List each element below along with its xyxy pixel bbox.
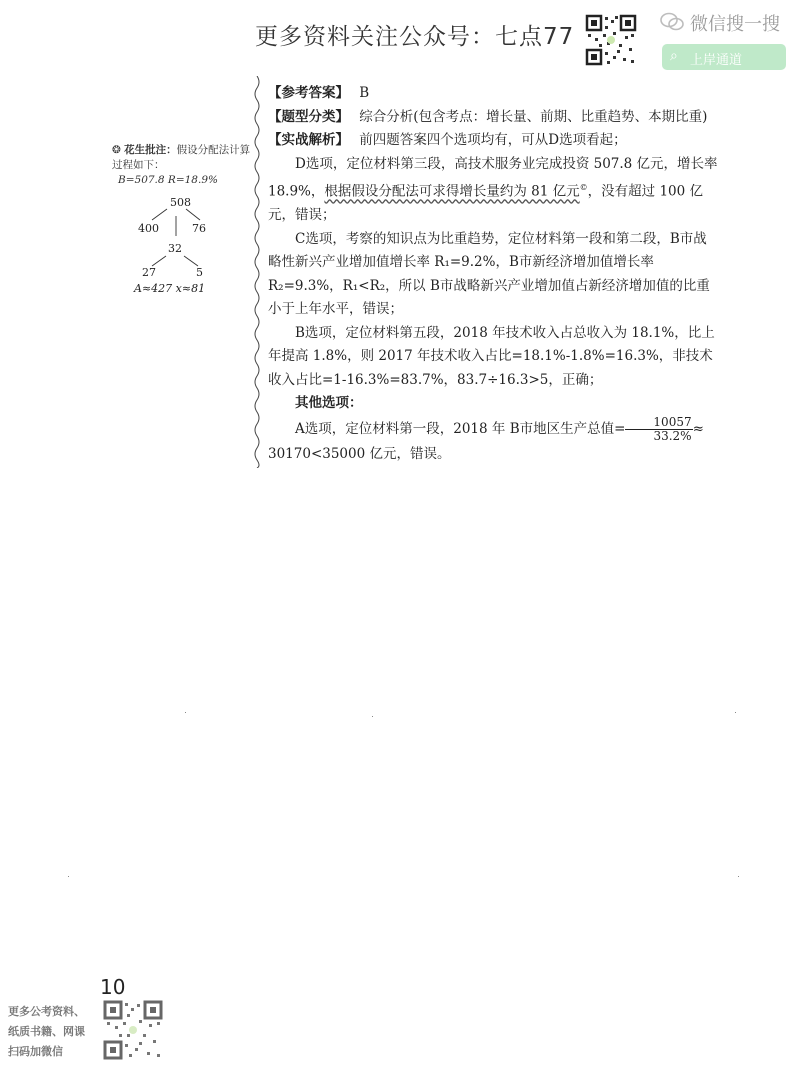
search-shortcut-label: 上岸通道 xyxy=(690,53,743,68)
tree-node: 32 xyxy=(168,242,182,255)
margin-divider xyxy=(252,76,262,468)
annotation-label: 花生批注： xyxy=(124,144,177,156)
search-icon: ⌕ xyxy=(670,48,678,64)
qr-code-bottom xyxy=(103,1000,163,1060)
option-d-text-b: ，没有超过 100 亿元，错误； xyxy=(268,183,704,223)
reference-answer-label: 【参考答案】 xyxy=(268,85,349,101)
fraction-numerator: 10057 xyxy=(625,416,692,430)
reference-answer-value: B xyxy=(359,85,370,101)
wechat-search-icon xyxy=(660,12,684,32)
analysis-label: 【实战解析】 xyxy=(268,132,349,148)
tree-node: 76 xyxy=(192,222,206,235)
option-d-marker: © xyxy=(579,183,588,192)
option-d-wavy-text: 根据假设分配法可求得增长量约为 81 亿元 xyxy=(324,183,580,200)
footer-promo-line: 扫码加微信 xyxy=(8,1045,63,1058)
tree-node: 400 xyxy=(138,222,159,235)
analysis-intro: 前四题答案四个选项均有，可从D选项看起； xyxy=(359,132,627,148)
page-number: 10 xyxy=(100,975,126,999)
fraction-denominator: 33.2% xyxy=(653,428,692,443)
analysis-row xyxy=(268,129,720,153)
tree-node: 508 xyxy=(170,196,191,209)
option-b-paragraph: B选项，定位材料第五段，2018 年技术收入占总收入为 18.1%，比上年提高 1.8%，则 2017 年技术收入占比=18.1%-1.8%=16.3%，非技术收入占比=1-16.3%=83.7%，83.7÷16.3>5，正确； xyxy=(268,324,715,388)
category-label: 【题型分类】 xyxy=(268,108,349,125)
other-options-label: 其他选项： xyxy=(295,395,363,411)
option-a-fraction xyxy=(625,416,692,443)
option-c-paragraph: C选项，考察的知识点为比重趋势，定位材料第一段和第二段，B市战略性新兴产业增加值增长率 R₁=9.2%，B市新经济增加值增长率 R₂=9.3%，R₁<R₂，所以 B市战略新兴产业增加值占新经济增加值的比重小于上年水平，错误； xyxy=(268,230,710,317)
reference-answer-row xyxy=(268,82,720,106)
annotation-given: B=507.8 R=18.9% xyxy=(118,174,218,186)
option-a-paragraph xyxy=(268,416,720,467)
tree-node: 27 xyxy=(142,266,156,279)
option-a-text-pre: A选项，定位材料第一段，2018 年 B市地区生产总值= xyxy=(295,420,626,437)
search-shortcut-button[interactable] xyxy=(662,44,786,70)
option-d-text-a: D选项，定位材料第三段，高技术服务业完成投资 507.8 亿元，增长率 18.9%， xyxy=(268,155,718,200)
category-value: 综合分析(包含考点：增长量、前期、比重趋势、本期比重) xyxy=(359,108,708,125)
footer-promo-line: 纸质书籍、网课 xyxy=(8,1025,85,1038)
peanut-icon: ❂ xyxy=(112,144,125,156)
footer-promo-line: 更多公考资料、 xyxy=(8,1005,85,1018)
wechat-search-label: 微信搜一搜 xyxy=(690,14,780,35)
tree-result: A≈427 x≈81 xyxy=(134,282,206,295)
answer-explanation xyxy=(268,82,720,466)
tree-node: 5 xyxy=(196,266,203,279)
calculation-tree xyxy=(112,176,252,296)
option-d-paragraph xyxy=(268,153,720,228)
option-a-text-post: ≈ 30170<35000 亿元，错误。 xyxy=(268,420,704,462)
footer-promo xyxy=(8,1002,98,1062)
qr-code-top xyxy=(585,14,637,66)
annotation-text: 假设分配法计算过程如下： xyxy=(112,144,251,171)
category-row xyxy=(268,106,720,130)
header-title: 更多资料关注公众号：七点77 xyxy=(255,24,575,50)
